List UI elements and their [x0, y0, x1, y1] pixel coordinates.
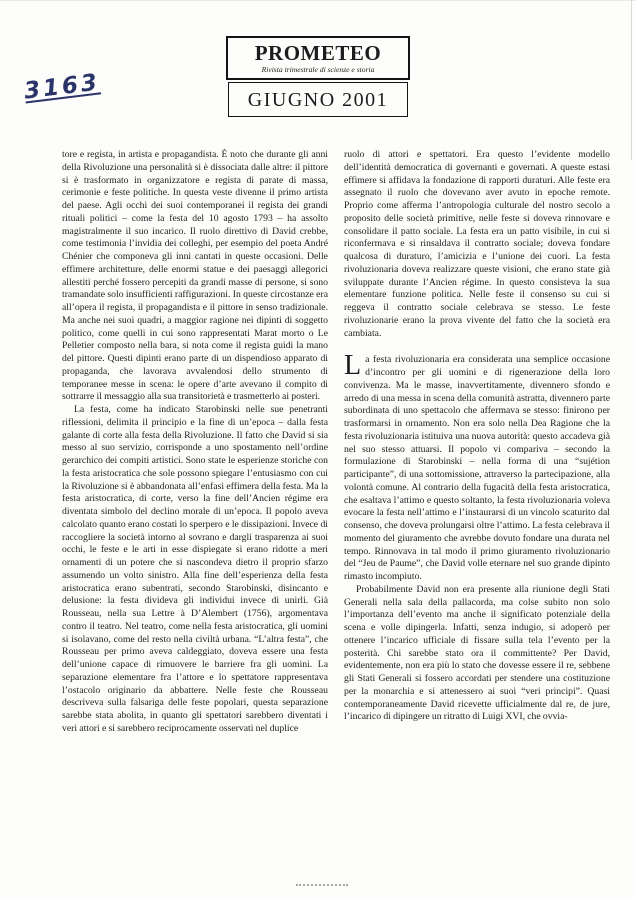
paragraph: tore e regista, in artista e propagandista. È noto che durante gli anni della Rivoluzione una personalità si è dissociata dalle altre: il pittore si è trasformato in organizzatore e regista di parate di massa, cerimonie e feste politiche. In questa veste divenne il primo artista del paese. Agli occhi dei suoi contemporanei il regista dei grandi rituali politici – come la festa del 10 agosto 1793 – ha assolto magistralmente il suo incarico. Il ruolo direttivo di David crebbe, come testimonia l’invidia dei colleghi, per esempio del poeta André Chénier che componeva gli inni cantati in queste occasioni. Delle effimere architetture, delle enormi statue e dei paesaggi allegorici allestiti perché fossero percepiti da grandi masse di persone, si sono tramandate solo insufficienti raffigurazioni. In queste circostanze era all’opera il regista, il propagandista e il pittore in senso tradizionale. Ma anche nei suoi quadri, a maggior ragione nei dipinti di soggetto politico, come quelli in cui sono rappresentati Marat morto o Le Pelletier composto nella bara, si nota come il regista guidi la mano del pittore. Questi dipinti erano parte di un dispendioso apparato di propaganda, che lavorava avvalendosi dello strumento di temporanee messe in scena: le opere d’arte avevano il compito di sottrarre il messaggio alla sua transitorietà e trasmetterlo ai posteri. — [62, 149, 328, 403]
masthead-title-box — [226, 36, 410, 80]
scan-edge-top — [0, 0, 636, 1]
issue-date: GIUGNO 2001 — [247, 89, 389, 111]
scan-artifact-dotted-line — [296, 884, 348, 886]
left-column — [62, 149, 328, 736]
paragraph: La festa, come ha indicato Starobinski nelle sue penetranti riflessioni, delimita il principio e la fine di un’epoca – dalla festa galante di corte alla festa della Rivoluzione. Il fatto che David si sia messo al suo servizio, corrisponde a uno spostamento nell’ordine gerarchico dei compiti artistici. Sono state le esperienze storiche con la festa aristocratica che sole possono spiegare l’entusiasmo con cui la Rivoluzione si è abbandonata all’enfasi effimera della festa. Ma la festa aristocratica, di corte, verso la fine dell’Ancien régime era diventata simbolo del declino morale di un’epoca. Il popolo aveva calcolato quanto erano costati lo sperpero e le dissipazioni. Invece di raccogliere la società intorno al sovrano e dargli trasparenza ai suoi occhi, le feste e le arti in esse dispiegate si erano ridotte a meri ornamenti di un potere che si nascondeva dietro il proprio sfarzo assumendo un volto sinistro. Alla fine dell’esperienza della festa aristocratica erano subentrati, secondo Starobinski, disincanto e delusione: la festa divideva gli individui invece di unirli. Già Rousseau, nella sua Lettre à D’Alembert (1756), argomentava contro il teatro. Nel teatro, come nella festa aristocratica, gli uomini si isolavano, come del resto nella civiltà urbana. “L’altra festa”, che Rousseau per primo aveva caldeggiato, doveva essere una festa dell’unione capace di rimuovere le barriere fra gli uomini. La separazione elementare fra l’attore e lo spettatore rappresentava l’ostacolo originario da abbattere. Nelle feste che Rousseau descriveva sulla falsariga delle feste popolari, questa separazione sarebbe stata abolita, in quanto gli spettatori sarebbero diventati i veri attori e si sarebbero reciprocamente osservati nel duplice — [62, 404, 328, 734]
paragraph: Probabilmente David non era presente alla riunione degli Stati Generali nella sala della pallacorda, ma colse subito non solo l’importanza dell’evento ma anche il significato potenziale della scena e volle dipingerla. Infatti, senza indugio, si adoperò per ottenere l’incarico ufficiale di fissare sulla tela l’evento per la posterità. Chi sarebbe stato ora il committente? Per David, evidentemente, non era più lo stato che dovesse essere il re, sebbene gli Stati Generali si fossero accordati per stendere una costituzione per la monarchia e si attenessero ai suoi “veri principi”. Quasi contemporaneamente David ricevette ufficialmente dal re, de jure, l’incarico di dipingere un ritratto di Luigi XVI, che ovvia- — [344, 583, 610, 723]
paragraph: ruolo di attori e spettatori. Era questo l’evidente modello dell’identità democratica di governanti e governati. A queste estasi effimere si affidava la fondazione di rapporti duraturi. Alle feste era assegnato il ruolo che dovevano aver avuto in epoche remote. Proprio come afferma l’antropologia culturale del nostro secolo a proposito delle società primitive, nelle feste si doveva rinnovare e consolidare il patto sociale. La festa era un patto visibile, in cui si riconfermava e si rinsaldava il contratto sociale; doveva fondare qualcosa di duraturo, l’amicizia e l’unione dei cuori. La festa rivoluzionaria doveva realizzare queste visioni, che erano state già sviluppate durante l’Ancien régime. In questo consisteva la sua elementare funzione politica. Nelle feste il consenso su cui si reggeva il contratto sociale celebrava se stesso. Le feste rivoluzionarie erano la prova vivente del fatto che la società era cambiata. — [344, 149, 610, 339]
handwritten-number: 3163 — [22, 69, 102, 105]
masthead — [226, 36, 410, 117]
scan-edge-right — [631, 0, 632, 160]
journal-subtitle: Rivista trimestrale di scienze e storia — [261, 65, 375, 74]
right-column — [344, 149, 610, 736]
paragraph: La festa rivoluzionaria era considerata una semplice occasione d’incontro per gli uomini e di rigenerazione della loro convivenza. Ma le masse, inavvertitamente, divennero sfondo e arredo di una messa in scena della comunità astratta, divennero parte subordinata di uno spettacolo che affermava se stesso: finirono per trasformarsi in ornamento. Non era solo nella Dea Ragione che la festa rivoluzionaria istituiva una nuova autorità: questo accadeva già nel suo stesso attuarsi. Il popolo vi compariva – secondo la formulazione di Starobinski – nella forma di una “sujétion participante”, di una sottomissione, attraverso la partecipazione, alla volontà comune. Al contrario della fugacità della festa aristocratica, che esaltava l’attimo e questo soltanto, la festa rivoluzionaria voleva evocare la festa nell’attimo e l’instaurarsi di un vincolo scaturito dal consenso, che doveva prolungarsi oltre l’attimo. La festa celebrava il momento del giuramento che avrebbe dovuto fondare una durata nel tempo. Rinnovava in tal modo il primo giuramento rivoluzionario del “Jeu de Paume”, che David volle eternare nel suo grande dipinto rimasto incompiuto. — [344, 350, 610, 582]
dropcap-letter: L — [344, 350, 362, 382]
masthead-issue-box — [228, 82, 408, 117]
article-body — [62, 149, 610, 736]
journal-title: PROMETEO — [254, 41, 382, 65]
